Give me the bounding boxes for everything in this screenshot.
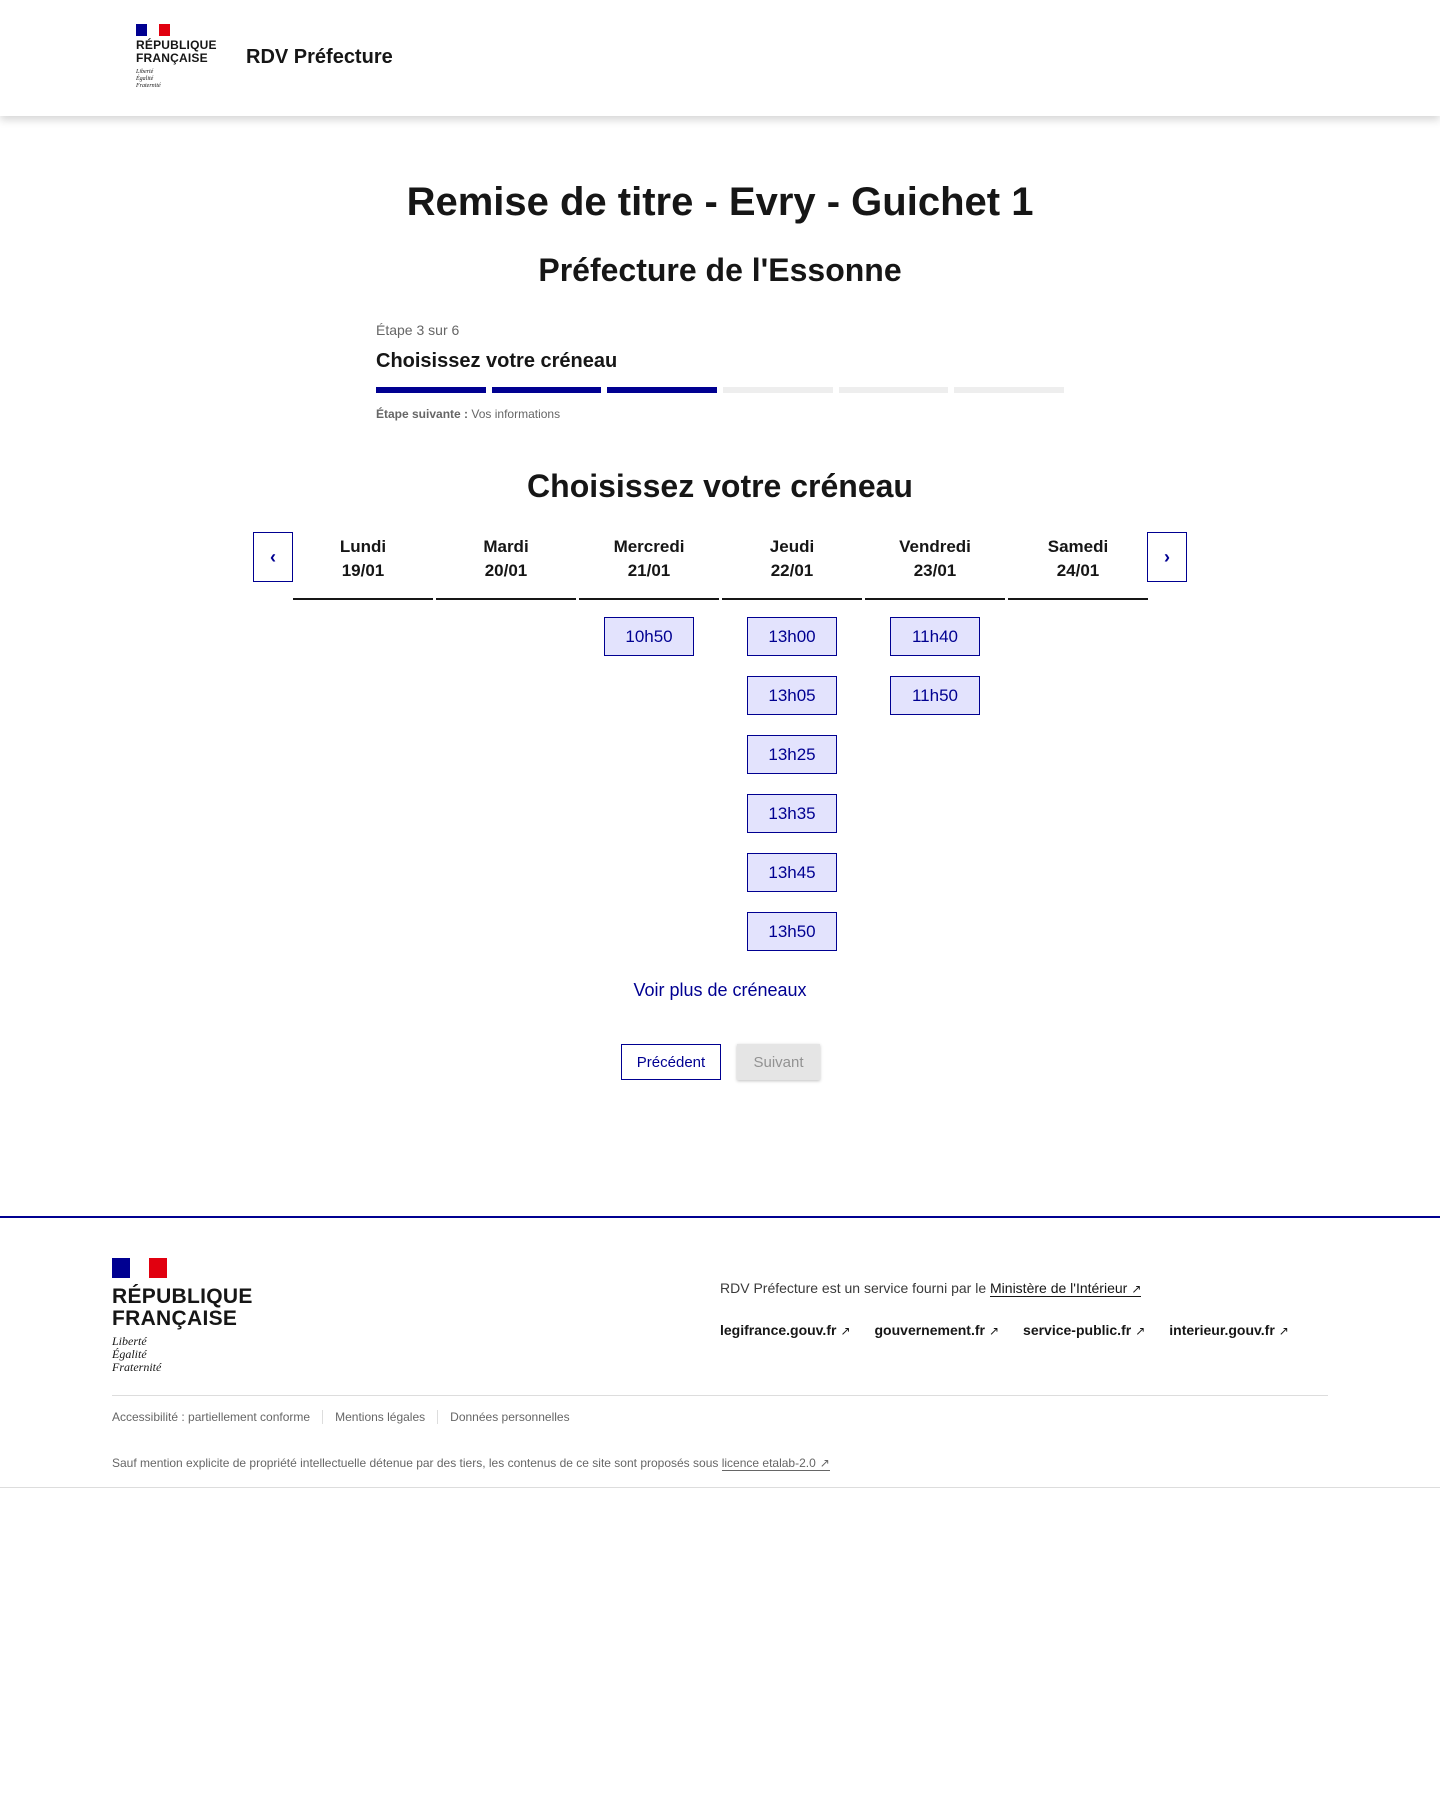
footer-link-label: interieur.gouv.fr xyxy=(1169,1322,1275,1338)
license-link-label: licence etalab-2.0 xyxy=(721,1456,816,1470)
slots-section-title: Choisissez votre créneau xyxy=(527,468,913,504)
day-date: 22/01 xyxy=(770,561,814,580)
time-slot-button[interactable]: 13h35 xyxy=(747,794,837,833)
footer-link-label: legifrance.gouv.fr xyxy=(720,1322,837,1338)
day-name: Mercredi xyxy=(613,537,685,556)
slot-list xyxy=(579,617,719,656)
footer-description-text: RDV Préfecture est un service fourni par le xyxy=(720,1280,991,1296)
stepper-next-value: Vos informations xyxy=(471,407,561,421)
license-link[interactable] xyxy=(722,1456,830,1471)
slot-list xyxy=(722,617,862,951)
time-slot-button[interactable]: 11h50 xyxy=(890,676,980,715)
page-title: Remise de titre - Evry - Guichet 1 xyxy=(406,180,1034,224)
footer-motto-fraternite: Fraternité xyxy=(112,1360,162,1374)
footer-links xyxy=(720,1322,1289,1338)
time-slot-button[interactable]: 10h50 xyxy=(604,617,694,656)
chevron-left-icon: ‹ xyxy=(270,546,276,567)
previous-days-button[interactable] xyxy=(253,532,293,582)
footer-motto-liberte: Liberté xyxy=(112,1334,147,1348)
motto-egalite: Égalité xyxy=(136,76,154,82)
stepper-segment xyxy=(723,387,833,393)
external-link-icon: ↗ xyxy=(988,1324,1000,1338)
day-header xyxy=(293,532,433,600)
day-column xyxy=(293,532,433,951)
stepper-segment xyxy=(492,387,602,393)
stepper-next-step xyxy=(376,407,1064,421)
stepper xyxy=(376,322,1064,421)
time-slot-button[interactable]: 13h50 xyxy=(747,912,837,951)
external-link-icon: ↗ xyxy=(1135,1324,1146,1338)
page-subtitle: Préfecture de l'Essonne xyxy=(538,252,902,288)
stepper-segment xyxy=(954,387,1064,393)
logo-text-line-1: RÉPUBLIQUE xyxy=(136,38,217,52)
stepper-segment xyxy=(839,387,949,393)
stepper-segment xyxy=(376,387,486,393)
previous-button[interactable]: Précédent xyxy=(621,1044,721,1080)
day-header xyxy=(1008,532,1148,600)
day-column xyxy=(1008,532,1148,951)
day-date: 24/01 xyxy=(1056,561,1100,580)
slot-list xyxy=(865,617,1005,715)
day-date: 19/01 xyxy=(341,561,385,580)
day-header xyxy=(865,532,1005,600)
service-name[interactable]: RDV Préfecture xyxy=(246,46,393,68)
day-date: 20/01 xyxy=(484,561,528,580)
footer-logo-line-2: FRANÇAISE xyxy=(112,1307,238,1330)
stepper-next-label: Étape suivante : xyxy=(376,407,469,421)
ministere-link-label: Ministère de l'Intérieur xyxy=(990,1280,1128,1296)
footer-link-interieur[interactable] xyxy=(1169,1322,1289,1338)
day-date: 23/01 xyxy=(913,561,957,580)
ministere-link[interactable] xyxy=(990,1280,1141,1297)
next-days-button[interactable] xyxy=(1147,532,1187,582)
stepper-segment xyxy=(607,387,717,393)
day-header xyxy=(436,532,576,600)
footer-link-label: gouvernement.fr xyxy=(874,1322,985,1338)
time-slot-button[interactable]: 13h00 xyxy=(747,617,837,656)
day-column xyxy=(436,532,576,951)
footer-bottom-links xyxy=(112,1410,582,1424)
chevron-right-icon: › xyxy=(1164,546,1170,567)
footer-link-label: service-public.fr xyxy=(1023,1322,1132,1338)
motto-fraternite: Fraternité xyxy=(136,83,161,89)
footer-logo-motto xyxy=(112,1335,253,1374)
motto-liberte: Liberté xyxy=(136,69,154,75)
personal-data-link[interactable]: Données personnelles xyxy=(437,1410,581,1424)
day-name: Samedi xyxy=(1047,537,1109,556)
day-header xyxy=(579,532,719,600)
day-date: 21/01 xyxy=(627,561,671,580)
day-header xyxy=(722,532,862,600)
external-link-icon: ↗ xyxy=(1131,1282,1142,1296)
stepper-progress xyxy=(376,387,1064,393)
footer-link-legifrance[interactable] xyxy=(720,1322,851,1338)
time-slot-button[interactable]: 11h40 xyxy=(890,617,980,656)
external-link-icon: ↗ xyxy=(840,1324,851,1338)
footer-description xyxy=(720,1280,1141,1296)
time-slot-button[interactable]: 13h05 xyxy=(747,676,837,715)
accessibility-link[interactable]: Accessibilité : partiellement conforme xyxy=(112,1410,311,1424)
logo-text-line-2: FRANÇAISE xyxy=(136,51,208,65)
site-header xyxy=(0,0,1440,116)
footer-link-gouvernement[interactable] xyxy=(875,1322,1000,1338)
day-name: Vendredi xyxy=(899,537,971,556)
day-column xyxy=(579,532,719,951)
footer-divider xyxy=(112,1395,1328,1396)
footer-logo-line-1: RÉPUBLIQUE xyxy=(112,1285,253,1308)
external-link-icon: ↗ xyxy=(1278,1324,1289,1338)
next-button-disabled[interactable]: Suivant xyxy=(737,1044,820,1080)
footer-link-service-public[interactable] xyxy=(1023,1322,1145,1338)
site-footer xyxy=(0,1216,1440,1488)
external-link-icon: ↗ xyxy=(819,1456,830,1470)
footer-motto-egalite: Égalité xyxy=(112,1347,147,1361)
footer-republique-francaise-logo[interactable] xyxy=(112,1258,253,1374)
day-column xyxy=(865,532,1005,951)
republique-francaise-logo[interactable] xyxy=(136,24,217,90)
days-calendar xyxy=(293,532,1148,951)
day-name: Jeudi xyxy=(769,537,815,556)
more-slots-link[interactable]: Voir plus de créneaux xyxy=(633,980,807,1000)
marianne-flag-icon xyxy=(112,1258,167,1278)
stepper-state: Étape 3 sur 6 xyxy=(376,322,460,338)
legal-notices-link[interactable]: Mentions légales xyxy=(322,1410,437,1424)
time-slot-button[interactable]: 13h25 xyxy=(747,735,837,774)
time-slot-button[interactable]: 13h45 xyxy=(747,853,837,892)
day-name: Lundi xyxy=(339,537,387,556)
logo-motto xyxy=(136,69,217,90)
marianne-flag-icon xyxy=(136,24,170,36)
license-text: Sauf mention explicite de propriété intellectuelle détenue par des tiers, les contenus de ce site sont proposés sous xyxy=(112,1456,722,1470)
day-column xyxy=(722,532,862,951)
footer-license xyxy=(112,1456,830,1470)
stepper-title: Choisissez votre créneau xyxy=(376,350,618,372)
day-name: Mardi xyxy=(483,537,529,556)
